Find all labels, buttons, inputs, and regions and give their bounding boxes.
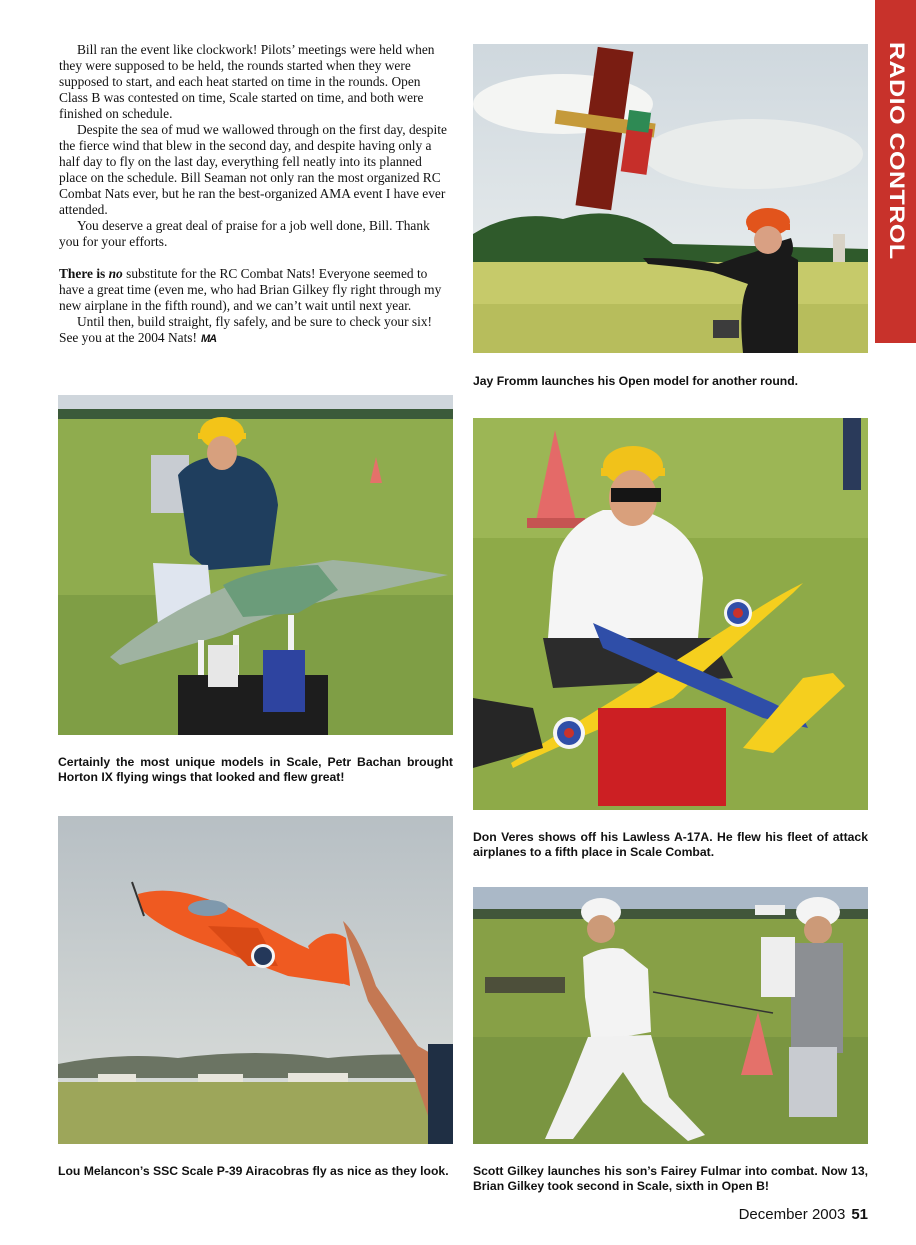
lead-italic: no (108, 266, 123, 281)
ma-end-mark: MA (200, 333, 217, 345)
article-lead-paragraph (59, 266, 451, 314)
photo-jay-fromm (473, 44, 868, 353)
page-number: 51 (851, 1206, 868, 1223)
caption-don-veres: Don Veres shows off his Lawless A-17A. He flew his fleet of attack airplanes to a fifth place in Scale Combat. (473, 830, 868, 859)
photo-lou-melancon (58, 816, 453, 1144)
photo-petr-bachan (58, 395, 453, 735)
article-body (59, 42, 451, 347)
closing-text: Until then, build straight, fly safely, and be sure to check your six! See you at the 2004 Nats! (59, 314, 433, 345)
caption-scott-gilkey: Scott Gilkey launches his son’s Fairey Fulmar into combat. Now 13, Brian Gilkey took second in Scale, sixth in Open B! (473, 1164, 868, 1193)
section-tab (875, 0, 916, 343)
article-paragraph: You deserve a great deal of praise for a job well done, Bill. Thank you for your efforts. (59, 218, 430, 249)
caption-lou-melancon: Lou Melancon’s SSC Scale P-39 Airacobras fly as nice as they look. (58, 1164, 449, 1178)
photo-scott-gilkey (473, 887, 868, 1144)
caption-jay-fromm: Jay Fromm launches his Open model for another round. (473, 374, 799, 388)
section-tab-label: RADIO CONTROL (885, 42, 909, 260)
article-paragraph: Bill ran the event like clockwork! Pilots’ meetings were held when they were supposed to be held, the rounds started when they were supposed to start, and each heat started on time in the rounds. Open Class B was contested on time, Scale started on time, and both were finished on schedule. (59, 42, 435, 121)
article-closing (59, 314, 451, 347)
caption-petr-bachan: Certainly the most unique models in Scale, Petr Bachan brought Horton IX flying wings that looked and flew great! (58, 755, 453, 784)
lead-bold: There is (59, 266, 106, 281)
page-footer (700, 1206, 868, 1223)
photo-don-veres (473, 418, 868, 810)
article-paragraph: Despite the sea of mud we wallowed through on the first day, despite the fierce wind that blew in the second day, and despite having only a half day to fly on the last day, everything fell neatly into its planned place on the schedule. Bill Seaman not only ran the most organized RC Combat Nats ever, but he ran the best-organized AMA event I have ever attended. (59, 122, 447, 217)
lead-rest: substitute for the RC Combat Nats! Everyone seemed to have a great time (even me, who had Brian Gilkey fly right through my new airplane in the fifth round), and we can’t wait until next year. (59, 266, 442, 313)
issue-date: December 2003 (738, 1206, 846, 1223)
